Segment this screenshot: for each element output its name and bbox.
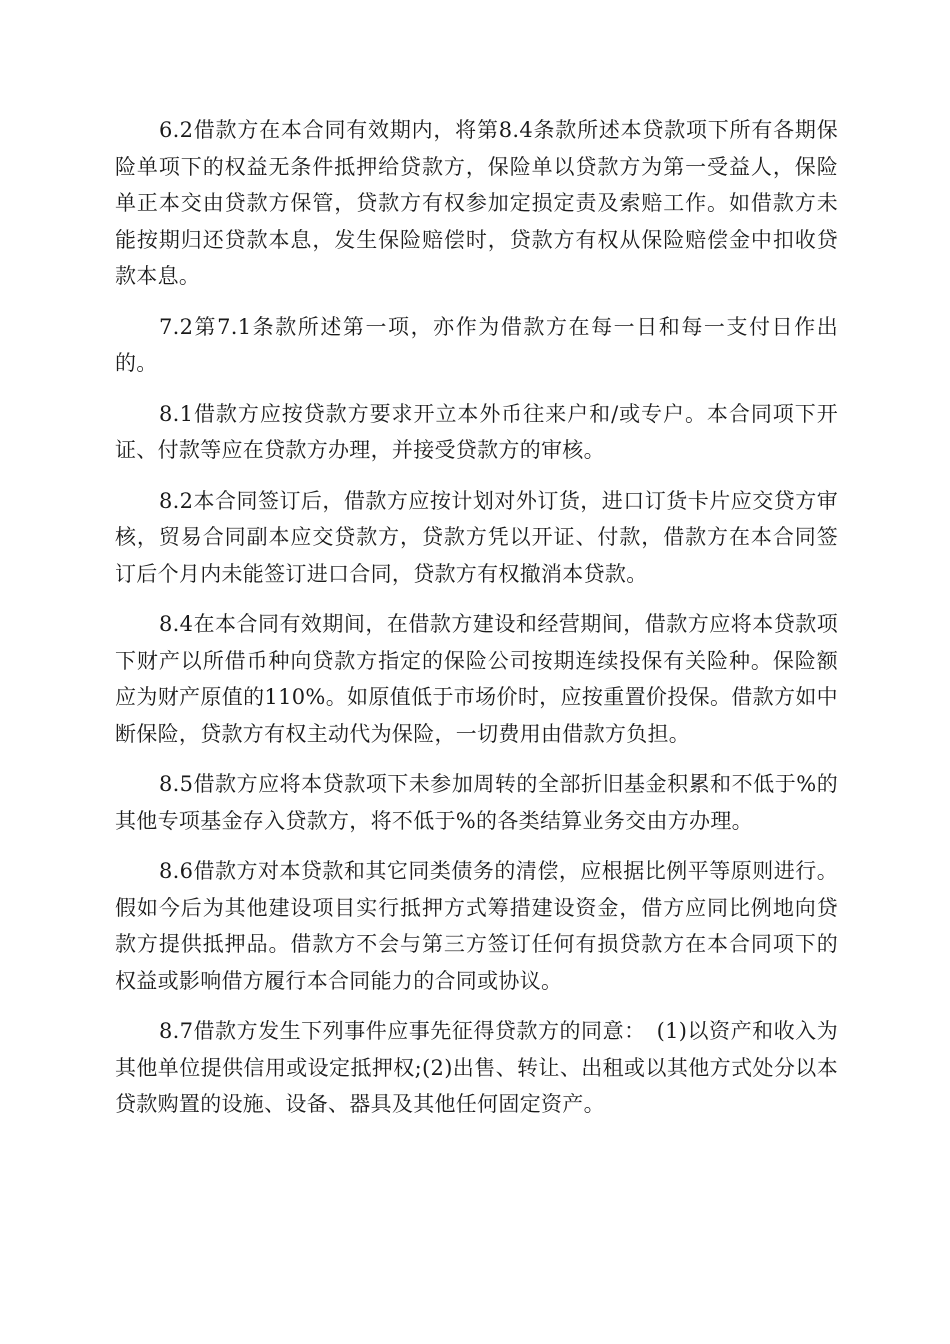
clause-8-4-paragraph: 8.4在本合同有效期间，在借款方建设和经营期间，借款方应将本贷款项下财产以所借币种向贷款方指定的保险公司按期连续投保有关险种。保险额应为财产原值的110%。如原值低于市场价时，应按重置价投保。借款方如中断保险，贷款方有权主动代为保险，一切费用由借款方负担。 xyxy=(115,612,838,746)
clause-8-6-paragraph: 8.6借款方对本贷款和其它同类债务的清偿，应根据比例平等原则进行。假如今后为其他建设项目实行抵押方式筹措建设资金，借方应同比例地向贷款方提供抵押品。借款方不会与第三方签订任何有损贷款方在本合同项下的权益或影响借方履行本合同能力的合同或协议。 xyxy=(115,859,838,993)
clause-8-5-paragraph: 8.5借款方应将本贷款项下未参加周转的全部折旧基金积累和不低于%的其他专项基金存入贷款方，将不低于%的各类结算业务交由方办理。 xyxy=(115,772,838,833)
clause-8-7-paragraph: 8.7借款方发生下列事件应事先征得贷款方的同意： (1)以资产和收入为其他单位提供信用或设定抵押权;(2)出售、转让、出租或以其他方式处分以本贷款购置的设施、设备、器具及其他任何固定资产。 xyxy=(115,1019,838,1116)
clause-6-2-paragraph: 6.2借款方在本合同有效期内，将第8.4条款所述本贷款项下所有各期保险单项下的权益无条件抵押给贷款方，保险单以贷款方为第一受益人，保险单正本交由贷款方保管，贷款方有权参加定损定责及索赔工作。如借款方未能按期归还贷款本息，发生保险赔偿时，贷款方有权从保险赔偿金中扣收贷款本息。 xyxy=(115,118,838,288)
clause-7-2-paragraph: 7.2第7.1条款所述第一项，亦作为借款方在每一日和每一支付日作出的。 xyxy=(115,314,838,375)
clause-8-2-paragraph: 8.2本合同签订后，借款方应按计划对外订货，进口订货卡片应交贷方审核，贸易合同副本应交贷款方，贷款方凭以开证、付款，借款方在本合同签订后个月内未能签订进口合同，贷款方有权撤消本贷款。 xyxy=(115,488,838,586)
clause-8-1-paragraph: 8.1借款方应按贷款方要求开立本外币往来户和/或专户。本合同项下开证、付款等应在贷款方办理，并接受贷款方的审核。 xyxy=(115,401,838,462)
document-body xyxy=(115,112,838,1137)
